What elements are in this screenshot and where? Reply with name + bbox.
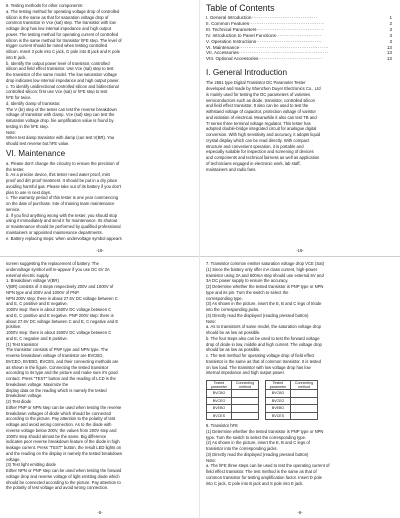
toc-leader-dots: ···································· (256, 38, 323, 44)
page-number: -5- (97, 510, 103, 515)
toc-entry (206, 56, 392, 62)
table-cell (232, 390, 259, 398)
text-line: breakdown voltage. (6, 393, 43, 399)
text-line: type. Turn the switch to select the corresponding type. (206, 434, 307, 440)
text-line: The V (br) step of the tester can test the reverse breakdown (6, 106, 117, 112)
text-line: corresponding type. (206, 295, 243, 301)
text-line: silicon. Insert 3 pole into C jack, G pole into B jack and K pole (6, 49, 121, 54)
toc-leader-dots: ························· (275, 32, 322, 38)
text-line: especially suitable for inspection and screening of devices (206, 149, 314, 155)
table-header-cell: Connecting method (291, 381, 318, 390)
text-line: Either NPN or PNP step can be used when testing the forward (6, 468, 122, 473)
text-line: Either PNP or NPN step can be used when testing the reverse (6, 404, 122, 410)
text-line: developed and made by Shenzhen Duyer Electronics Co., Ltd (206, 86, 321, 91)
page-text-block (6, 261, 192, 491)
table-row (266, 405, 318, 413)
text-line: 1000V step should almost be the same. Big difference (6, 433, 107, 439)
table-row (207, 397, 259, 405)
toc-entry-title: VIII. Optional Accessories (206, 56, 259, 62)
text-line: voltage and avoid wrong connection. As to the diode with (6, 422, 112, 427)
text-line: of technicians engaged in electronic work, lab staff, (206, 160, 301, 166)
text-line: reverse breakdown voltage of transistor are BVCBO, (6, 353, 104, 358)
table-cell: BVCBO (207, 390, 232, 398)
table-row (207, 405, 259, 413)
text-line: internal impedance and high output power. (206, 370, 285, 376)
connection-table-pnp (265, 380, 318, 420)
text-line: (2) As shown in the picture, insert the E, B and C legs of (206, 440, 310, 446)
text-line: d. Identify clamp of transistor. (6, 100, 61, 106)
toc-entry-title: I. General Introduction (206, 15, 252, 20)
manual-page-19 (200, 0, 400, 256)
text-line: NPN 200V step: there is about 27.6V DC voltage between C (6, 295, 118, 301)
text-line: d. If you find anything wrong with the tester, you should stop (6, 212, 118, 218)
toc-entry-page: 3 (389, 26, 392, 32)
text-line: power. The testing method for operating current of controlled (6, 31, 119, 37)
text-line: should be as low as possible. (206, 347, 261, 353)
text-line: (2) Test diode (6, 399, 32, 404)
text-line: maintainers and radio fans. (206, 166, 257, 172)
maintenance-text-block (6, 161, 192, 242)
table-cell (232, 405, 259, 413)
table-row (207, 390, 259, 398)
table-header-cell: Tested parameter (266, 381, 291, 390)
toc-leader-dots: ················································· (239, 44, 329, 50)
text-line: 1. Breakdown voltage V(BR) (6, 278, 59, 284)
text-line: proof and dirt proof treatment. It should be put in a dry place (6, 178, 118, 183)
text-line: trigger current should be noted when testing controlled (6, 43, 108, 49)
table-cell (291, 397, 318, 405)
text-line: (3) Test light emitting diode (6, 462, 56, 468)
text-line: 7. Transistor common emitter saturation voltage drop VCE (Sat) (206, 261, 324, 266)
text-line: according to its type and the picture and make sure it's good (6, 370, 118, 376)
text-line: conversion. With high sensitivity and accuracy, it adopts liquid (206, 132, 321, 137)
text-line: undervoltage symbol will re-appear if you use DC 6V 3A (6, 266, 110, 272)
page-number: -6- (297, 510, 303, 515)
text-line: should be as low as possible. (206, 330, 261, 335)
text-line: maintainers or appointed maintenance departments. (6, 229, 103, 235)
text-line: voltage. (6, 456, 21, 462)
text-line: 8. Transistor hFE (206, 423, 238, 428)
toc-entry-title: III. Technical Parameters (206, 26, 257, 32)
toc-entry-page: 13 (386, 50, 392, 56)
text-line: c. The test method for operating voltage drop of field effect (206, 353, 315, 358)
text-line: withstand voltage of capacitor, protection voltage of varistor (206, 109, 316, 114)
text-line: structure and convenient operation, it is portable and (206, 143, 304, 149)
table-cell (291, 405, 318, 413)
text-line: type and its pin. Turn the switch to select the (206, 289, 289, 295)
text-line: b. The four steps also can be used to test the forward voltage (206, 335, 320, 341)
text-line: field effect transistor. The test method is the same as that of (206, 469, 317, 474)
text-line: contact. Press "TEST" button and the reading of LCD is the (6, 376, 116, 381)
text-line: a. Please don't change the circuitry to ensure the precision of (6, 160, 120, 166)
manual-page-5 (0, 258, 200, 518)
text-line: (4) Directly read the displayed (reading pressed button) (206, 312, 309, 318)
text-line: common transistor for testing amplification factor. Insert D pole (206, 474, 322, 480)
page-number: -19- (296, 248, 304, 253)
text-line: silicon and field effect transistor. Use Vce (sat) step to test (6, 66, 114, 72)
page-divider-horizontal (0, 256, 400, 257)
table-cell (291, 412, 318, 420)
text-line: silicon is the same method for transistor hFE step. The level of (6, 37, 122, 43)
text-line: plan to use in next days. (6, 189, 52, 195)
text-line: Note: (206, 457, 217, 463)
text-line: common transistor in Vce (sat) step. The transistor with low (6, 20, 116, 26)
table-row (266, 390, 318, 398)
text-line: (1) Since the battery only offer mA class current, high-power (206, 266, 318, 272)
text-line: on the date of purchase. Inte of training team maintenance (6, 201, 115, 206)
text-line: should test reverse but hFE value. (6, 141, 70, 146)
text-line: (1) Determine whether the tested transistor is PNP type or NPN (206, 428, 324, 434)
text-line: The 2561 type Digital Transistor DC Parameter Tester (206, 80, 306, 86)
connection-tables (206, 380, 392, 420)
text-line: silicon is the same as that for saturation voltage drop of (6, 14, 109, 20)
connection-table-npn (206, 380, 259, 420)
text-line: (1) Test transistor (6, 341, 39, 347)
page-text-block (206, 423, 392, 486)
text-line: breakdown voltage. Maximize the (6, 381, 69, 387)
text-line: and isolation of electrical. Meanwhile it also can test TB and (206, 114, 317, 120)
text-line: into E jack. (6, 54, 27, 60)
text-line: BVCEO, BVEBO, BVCES, and their connecting methods are (6, 358, 119, 364)
toc-leader-dots: ··································· (258, 56, 323, 62)
table-row (207, 412, 259, 420)
text-line: screen suggesting the replacement of battery. The (6, 261, 99, 266)
text-line: and E, C negative and E positive. (6, 335, 68, 341)
toc-leader-dots: ···································· (251, 15, 318, 20)
text-line: 1000V step: there is about 1500V DC voltage between C (6, 330, 112, 335)
text-line: using it immediately and send it for maintenance. Its shutout (6, 218, 118, 224)
table-cell: BVEBO (207, 405, 232, 413)
section-title: VI. Maintenance (6, 148, 66, 158)
text-line: c. The warranty period of this tester is one year commencing (6, 195, 119, 201)
text-line: crystal display which can be read directly. With compact (206, 137, 310, 143)
text-line: Note: (6, 129, 17, 135)
table-cell: BVCEO (207, 397, 232, 405)
text-line: e. Battery replacing steps: when undervoltage symbol appears (6, 235, 122, 241)
text-line: transistor is the same as that of common transistor. It is tested (206, 358, 321, 364)
text-line: and components and technical fairness as well as application (206, 155, 320, 160)
toc-entry-title: V. Operation Instructions (206, 38, 257, 44)
intro-text-block (206, 80, 392, 172)
text-line: b. Identify the output power level of transistor, controlled (6, 60, 110, 66)
text-line: V(BR) consists of 4 steps respectively 200V and 1000V of (6, 284, 114, 289)
text-line: into the corresponding jacks. (206, 307, 260, 312)
text-line: about 27.6V DC voltage between C and E, C negative and E (6, 318, 119, 324)
text-line: controlled silicon: first use Vce (sat) or hFE step to test (6, 89, 108, 95)
table-header-cell: Connecting method (232, 381, 259, 390)
text-line: 3A DC power supply to ensure the accuracy. (206, 278, 289, 284)
text-line: Note: (206, 318, 217, 324)
text-line: the polarity of test voltage and avoid wrong connection. (6, 485, 109, 491)
page-text-block (6, 3, 192, 147)
text-line: and E, C positive and E negative. (6, 301, 68, 307)
text-line: semiconductors such as diode, transistor, controlled silicon (206, 97, 315, 103)
text-line: drop indicates low internal impedance and high output power. (6, 77, 120, 83)
table-cell: BVCBO (266, 390, 291, 398)
text-line: and the reading on the display is namely the tested breakdown (6, 450, 123, 456)
text-line: is mainly used for testing the DC parameters of varieties (206, 91, 311, 97)
text-line: adopted double-bridge integrated circuit for analogue digital (206, 126, 317, 132)
text-line: The transistor consists of PNP type and NPN type. The (6, 347, 109, 353)
text-line: When test damp transistor with damp (can test V(BR). You (6, 135, 115, 141)
text-line: c. To identify unidirectional controlled silicon and bidirectional (6, 83, 119, 89)
page-text-block (206, 261, 392, 376)
table-cell: BVCES (207, 412, 232, 420)
table-row (266, 412, 318, 420)
toc-entry-title: IV. Introduction to Panel Functions (206, 32, 276, 38)
text-line: hFE for twice. (6, 95, 32, 100)
toc-entry-page: 13 (386, 56, 392, 62)
table-cell (291, 390, 318, 398)
text-line: leakage current. Press "TEST" button, the result LED lights on (6, 445, 122, 450)
toc-entry-title: II. Common Features (206, 20, 250, 26)
text-line: voltage drop has low internal impedance and high output (6, 26, 111, 31)
table-of-contents (206, 15, 392, 62)
text-line: positive. (6, 324, 22, 330)
text-line: testing in the hFE step. (6, 123, 49, 129)
text-line: a. The hFE three steps can be used to test the operating current of (206, 463, 330, 469)
text-line: display data on the reading which is namely the tested (6, 387, 107, 393)
text-line: service. (6, 206, 21, 212)
text-line: the tester. (6, 166, 25, 172)
text-line: TI series three terminal voltage regulator. This tester has (206, 120, 311, 126)
toc-leader-dots: ········································· (249, 20, 325, 26)
text-line: saturation voltage drop. hie amplification value is found by (6, 118, 114, 123)
text-line: 6. Testing methods for other components: (6, 3, 83, 8)
table-row (266, 397, 318, 405)
toc-entry-title: VI. Maintenance (206, 44, 240, 50)
page-number: -18- (96, 248, 104, 253)
toc-leader-dots: ················································· (238, 50, 329, 56)
table-cell (232, 397, 259, 405)
text-line: 1000V step: there is about 1500V DC voltage between C (6, 307, 112, 312)
table-header-cell: Tested parameter (207, 381, 232, 390)
table-cell: BVCEO (266, 397, 291, 405)
toc-entry-page: 1 (389, 15, 392, 20)
text-line: NPN type and 200V and 1000V of PNP. (6, 289, 80, 295)
text-line: should be connected according to the picture. Pay attention to (6, 479, 121, 485)
manual-page-6 (200, 258, 400, 518)
text-line: voltage of transistor with clamp. Vce (sat) step can test the (6, 112, 115, 118)
text-line: or maintenance should be performed by qualified professional (6, 224, 121, 229)
text-line: a. As to transistors of same model, the saturation voltage drop (206, 324, 321, 330)
table-cell: BVCES (266, 412, 291, 420)
section-title: I. General Introduction (206, 68, 288, 78)
text-line: and E, C positive and E negative. PNP 200V step: there is (6, 312, 114, 318)
text-line: (2) Determine whether the tested transistor is PNP type or NPN (206, 284, 324, 289)
text-line: (3) Directly read the displayed (reading pressed button) (206, 451, 309, 457)
text-line: external electric supply. (6, 272, 50, 278)
text-line: voltage drop and reverse voltage of light emitting diode which (6, 473, 120, 479)
text-line: transistor using 3A and 600mA step should use external 6V and (206, 272, 324, 278)
text-line: a. The testing method for operating voltage drop of controlled (6, 8, 120, 14)
table-cell (232, 412, 259, 420)
toc-entry-page: 3 (389, 32, 392, 38)
text-line: avoiding harmful gas. Please take out of its battery if you don't (6, 183, 122, 189)
text-line: (3) As shown in the picture, insert the E, B and C legs of triode (206, 301, 322, 307)
toc-leader-dots: ····································· (256, 26, 325, 32)
text-line: on low load. The transistor with low voltage drop has low (206, 364, 311, 370)
toc-entry-page: 3 (389, 38, 392, 44)
toc-entry-title: VII. Accessories (206, 50, 239, 56)
text-line: as shown in the figure. Connecting the tested transistor (6, 364, 109, 370)
text-line: reverse voltage below 200V, the values from 200V step and (6, 427, 117, 433)
toc-title: Table of Contents (206, 3, 275, 13)
text-line: breakdown voltages of diode which should be connected (6, 410, 111, 416)
text-line: and field effect transistor. It also can be used to test the (206, 103, 309, 109)
text-line: transistor into the corresponding jacks. (206, 446, 278, 451)
text-line: indicates poor reverse breakdown feature of the diode in high (6, 439, 120, 445)
manual-page-18 (0, 0, 200, 256)
toc-entry-page: 13 (386, 44, 392, 50)
table-cell: BVEBO (266, 405, 291, 413)
toc-entry-page: 2 (389, 20, 392, 26)
text-line: drop of diode in low, middle and high current. The voltage drop (206, 341, 322, 347)
text-line: b. As a precise device, this tester need water proof, mist (6, 172, 110, 178)
text-line: into C jack, G pole into B jack and S pole into E jack. (206, 480, 304, 486)
text-line: according to the picture. Pay attention to the polarity of test (6, 416, 116, 422)
text-line: the transistor of the same model. The low saturation voltage (6, 72, 117, 77)
